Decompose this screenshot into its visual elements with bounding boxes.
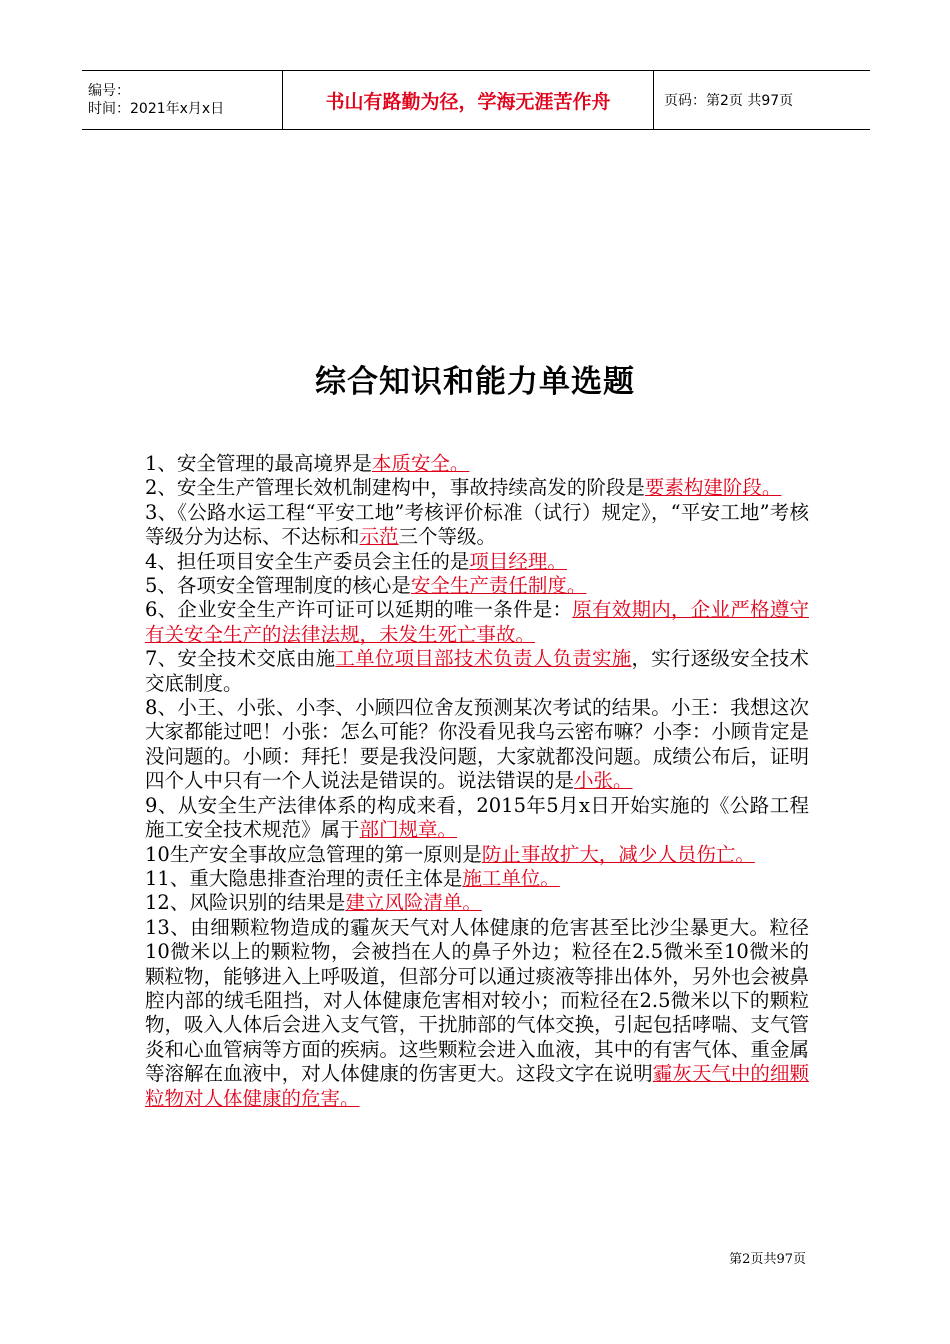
question-item <box>145 476 809 500</box>
answer-text: 安全生产责任制度。 <box>410 574 587 598</box>
question-text: 11、重大隐患排查治理的责任主体是 <box>145 866 463 890</box>
question-item <box>145 452 809 476</box>
answer-text: 示范 <box>359 525 399 549</box>
question-text: 12、风险识别的结果是 <box>145 891 346 915</box>
answer-text: 本质安全。 <box>371 452 470 475</box>
page-title: 综合知识和能力单选题 <box>315 364 635 400</box>
page-footer: 第2页共97页 <box>729 1252 806 1267</box>
answer-text: 项目经理。 <box>469 549 567 573</box>
answer-text: 小张。 <box>574 769 633 793</box>
question-item <box>145 501 809 550</box>
question-item <box>145 891 809 915</box>
question-text: 10生产安全事故应急管理的第一原则是 <box>145 842 482 866</box>
page-header <box>82 70 870 130</box>
answer-text: 要素构建阶段。 <box>644 476 782 500</box>
question-text: 8、小王、小张、小李、小顾四位舍友预测某次考试的结果。小王：我想这次大家都能过吧！小张：怎么可能？你没看见我乌云密布嘛？小李：小顾肯定是没问题的。小顾：拜托！要是我没问题，大家就都没问题。成绩公布后，证明四个人中只有一个人说法是错误的。说法错误的是 <box>145 696 809 793</box>
header-meta <box>82 71 282 129</box>
answer-text: 部门规章。 <box>359 818 458 842</box>
question-item <box>145 647 809 696</box>
header-motto <box>282 71 654 129</box>
question-item <box>145 843 809 867</box>
question-text: 7、安全技术交底由施 <box>145 647 336 671</box>
answer-text: 工单位项目部技术负责人负责实施 <box>335 647 632 671</box>
question-item <box>145 574 809 598</box>
answer-text: 建立风险清单。 <box>345 891 482 915</box>
question-list <box>145 452 809 1111</box>
document-time-label: 时间：2021年x月x日 <box>88 101 225 117</box>
question-text: 9、从安全生产法律体系的构成来看，2015年5月x日开始实施的《公路工程施工安全技术规范》属于 <box>145 793 809 842</box>
question-text: 2、安全生产管理长效机制建构中，事故持续高发的阶段是 <box>145 476 645 500</box>
question-item <box>145 696 809 794</box>
question-item <box>145 598 809 647</box>
page-number-label: 页码：第2页 共97页 <box>664 93 794 109</box>
question-item <box>145 867 809 891</box>
question-text-tail: 三个等级。 <box>398 525 497 549</box>
answer-text: 防止事故扩大，减少人员伤亡。 <box>481 842 755 866</box>
question-text: 4、担任项目安全生产委员会主任的是 <box>145 549 470 573</box>
answer-text: 原有效期内，企业严格遵守有关安全生产的法律法规，未发生死亡事故。 <box>145 598 809 646</box>
question-text: 13、由细颗粒物造成的霾灰天气对人体健康的危害甚至比沙尘暴更大。粒径10微米以上的颗粒物，会被挡在人的鼻子外边；粒径在2.5微米至10微米的颗粒物，能够进入上呼吸道，但部分可以通过痰液等排出体外，另外也会被鼻腔内部的绒毛阻挡，对人体健康危害相对较小；而粒径在2.5微米以下的颗粒物，吸入人体后会进入支气管，干扰肺部的气体交换，引起包括哮喘、支气管炎和心血管病等方面的疾病。这些颗粒会进入血液，其中的有害气体、重金属等溶解在血液中，对人体健康的伤害更大。这段文字在说明 <box>145 915 809 1086</box>
header-page-number <box>654 71 870 129</box>
answer-text: 霾灰天气中的细颗粒物对人体健康的危害。 <box>145 1062 809 1110</box>
question-item <box>145 550 809 574</box>
question-text: 6、企业安全生产许可证可以延期的唯一条件是： <box>145 598 573 622</box>
question-item <box>145 794 809 843</box>
question-text: 5、各项安全管理制度的核心是 <box>145 574 411 598</box>
question-item <box>145 916 809 1111</box>
question-text-tail: ，实行逐级安全技术交底制度。 <box>145 647 809 695</box>
answer-text: 施工单位。 <box>462 866 560 890</box>
question-text: 1、安全管理的最高境界是 <box>145 452 372 475</box>
document-number-label: 编号： <box>88 83 130 99</box>
question-text: 3、《公路水运工程“平安工地”考核评价标准（试行）规定》，“平安工地”考核等级分为达标、不达标和 <box>145 500 809 549</box>
motto-text: 书山有路勤为径，学海无涯苦作舟 <box>325 90 611 113</box>
